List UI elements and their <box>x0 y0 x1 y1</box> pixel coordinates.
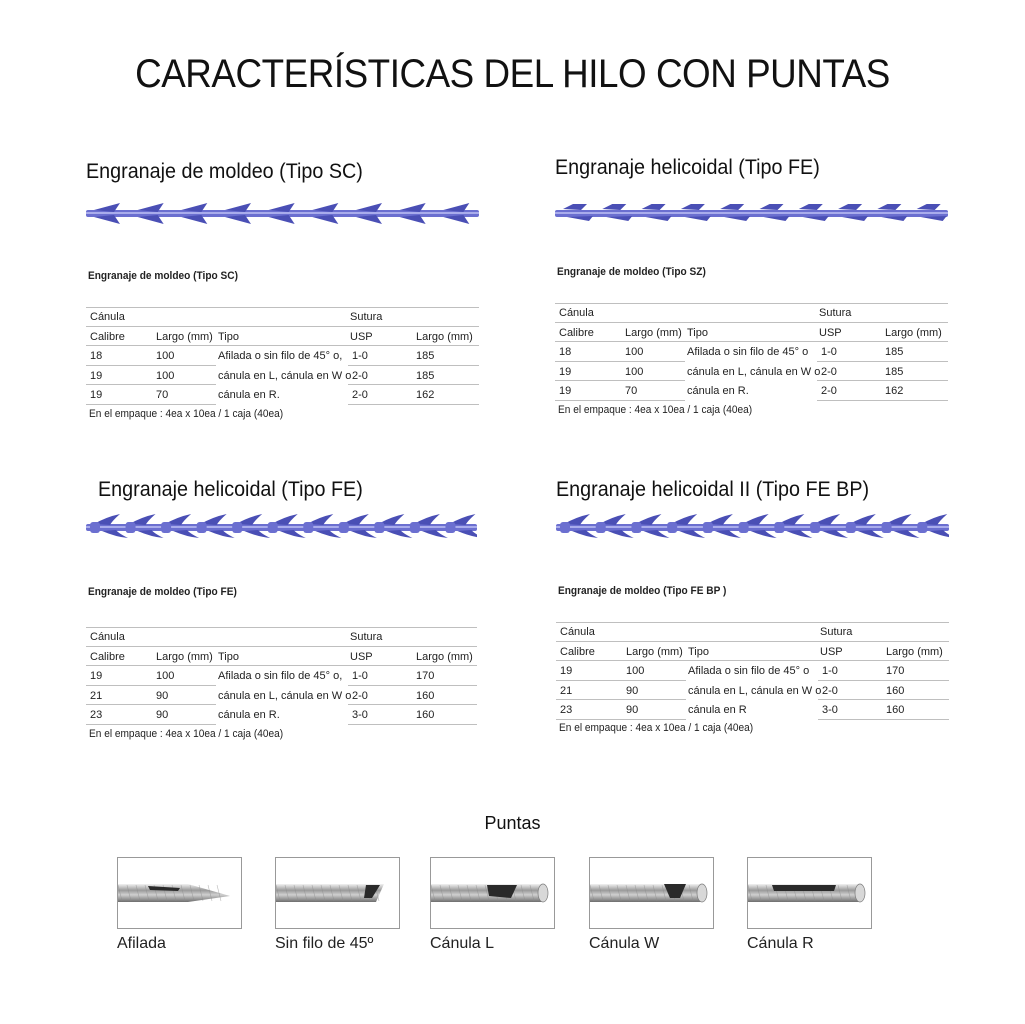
table-cell: 90 <box>156 709 169 721</box>
panel-heading: Engranaje de moldeo (Tipo SC) <box>86 160 363 183</box>
table-cell: 18 <box>559 346 572 358</box>
spec-table <box>556 622 949 720</box>
table-column-header <box>555 323 948 343</box>
column-header: Tipo <box>218 650 239 663</box>
needle-tip-label: Sin filo de 45º <box>275 935 374 952</box>
table-cell: 185 <box>416 369 435 382</box>
cannula-l-tip-icon <box>430 857 555 929</box>
column-header: USP <box>819 326 842 339</box>
table-cell: 162 <box>885 385 904 397</box>
table-cell: 2-0 <box>352 389 368 401</box>
packaging-note: En el empaque : 4ea x 10ea / 1 caja (40ea) <box>558 404 753 416</box>
table-row <box>86 366 479 386</box>
table-cell: cánula en L, cánula en W o <box>688 684 822 697</box>
column-header: Calibre <box>559 326 594 339</box>
table-rule <box>86 724 216 725</box>
table-cell: 1-0 <box>352 670 368 682</box>
table-cell: 2-0 <box>352 689 368 702</box>
table-cell: 160 <box>416 709 435 721</box>
table-cell: 90 <box>156 689 169 702</box>
table-rule <box>348 404 479 405</box>
table-row <box>556 700 949 720</box>
table-subtitle: Engranaje de moldeo (Tipo FE BP ) <box>558 585 727 597</box>
table-row <box>86 666 477 686</box>
sutura-group-label: Sutura <box>350 311 383 323</box>
table-cell: 1-0 <box>822 665 838 677</box>
column-header: Largo (mm) <box>156 650 213 663</box>
table-cell: Afilada o sin filo de 45° o, <box>218 350 343 362</box>
table-group-header <box>556 622 949 642</box>
sutura-group-label: Sutura <box>820 626 853 638</box>
table-cell: 23 <box>560 704 573 716</box>
table-cell: 185 <box>416 350 435 362</box>
table-cell: cánula en R <box>688 704 747 716</box>
table-group-header <box>86 307 479 327</box>
column-header: USP <box>820 645 843 658</box>
needle-tip-label: Afilada <box>117 935 166 952</box>
sutura-group-label: Sutura <box>350 631 383 643</box>
column-header: Largo (mm) <box>886 645 943 658</box>
table-cell: 170 <box>416 670 435 682</box>
table-cell: 2-0 <box>821 385 837 397</box>
column-header: Calibre <box>90 650 125 663</box>
table-subtitle: Engranaje de moldeo (Tipo SZ) <box>557 266 706 278</box>
table-row <box>555 362 948 382</box>
table-row <box>86 385 479 405</box>
panel-heading: Engranaje helicoidal (Tipo FE) <box>555 156 820 179</box>
table-cell: 3-0 <box>822 704 838 716</box>
spec-table <box>86 307 479 405</box>
table-row <box>556 661 949 681</box>
table-row <box>555 342 948 362</box>
table-cell: 100 <box>156 670 175 682</box>
table-cell: Afilada o sin filo de 45° o <box>688 665 810 677</box>
table-cell: 21 <box>560 684 573 697</box>
table-rule <box>555 400 685 401</box>
table-cell: 21 <box>90 689 103 702</box>
table-cell: 70 <box>156 389 169 401</box>
table-cell: 90 <box>626 704 639 716</box>
table-group-header <box>555 303 948 323</box>
column-header: Tipo <box>688 645 709 658</box>
table-rule <box>348 724 477 725</box>
table-cell: Afilada o sin filo de 45° o, <box>218 670 343 682</box>
table-row <box>555 381 948 401</box>
column-header: Largo (mm) <box>416 650 473 663</box>
table-cell: 100 <box>625 346 644 358</box>
column-header: USP <box>350 330 373 343</box>
spec-table <box>555 303 948 401</box>
column-header: Tipo <box>687 326 708 339</box>
column-header: Tipo <box>218 330 239 343</box>
table-column-header <box>86 647 477 667</box>
table-cell: 160 <box>886 684 905 697</box>
canula-group-label: Cánula <box>90 631 125 643</box>
table-row <box>86 705 477 725</box>
table-cell: 19 <box>559 385 572 397</box>
tips-title: Puntas <box>484 813 541 833</box>
table-cell: 2-0 <box>821 365 837 378</box>
table-cell: 185 <box>885 365 904 378</box>
needle-tip-label: Cánula W <box>589 935 660 952</box>
table-cell: 70 <box>625 385 638 397</box>
table-cell: cánula en L, cánula en W o <box>687 365 821 378</box>
table-cell: 19 <box>90 670 103 682</box>
table-cell: 2-0 <box>352 369 368 382</box>
table-cell: Afilada o sin filo de 45° o <box>687 346 809 358</box>
canula-group-label: Cánula <box>560 626 595 638</box>
column-header: Largo (mm) <box>416 330 473 343</box>
table-cell: 23 <box>90 709 103 721</box>
column-header: Largo (mm) <box>885 326 942 339</box>
table-cell: 170 <box>886 665 905 677</box>
table-cell: 19 <box>559 365 572 378</box>
column-header: Largo (mm) <box>626 645 683 658</box>
sharp-needle-tip-icon <box>117 857 242 929</box>
table-cell: 19 <box>90 369 103 382</box>
table-cell: 100 <box>626 665 645 677</box>
table-cell: cánula en R. <box>687 385 749 397</box>
table-cell: 19 <box>90 389 103 401</box>
table-cell: 19 <box>560 665 573 677</box>
column-header: Calibre <box>90 330 125 343</box>
table-row <box>86 686 477 706</box>
table-cell: 90 <box>626 684 639 697</box>
table-cell: 2-0 <box>822 684 838 697</box>
panel-heading: Engranaje helicoidal II (Tipo FE BP) <box>556 478 870 501</box>
table-cell: 100 <box>156 350 175 362</box>
cannula-r-tip-icon <box>747 857 872 929</box>
table-group-header <box>86 627 477 647</box>
packaging-note: En el empaque : 4ea x 10ea / 1 caja (40ea) <box>559 722 754 734</box>
barbed-thread-illustration <box>556 512 949 547</box>
table-cell: 18 <box>90 350 103 362</box>
table-rule <box>86 404 216 405</box>
table-cell: 100 <box>625 365 644 378</box>
table-cell: cánula en L, cánula en W o <box>218 689 352 702</box>
barbed-thread-illustration <box>86 512 477 547</box>
panel-heading: Engranaje helicoidal (Tipo FE) <box>98 478 363 501</box>
column-header: Largo (mm) <box>156 330 213 343</box>
needle-tip-label: Cánula R <box>747 935 814 952</box>
packaging-note: En el empaque : 4ea x 10ea / 1 caja (40ea) <box>89 408 284 420</box>
table-cell: cánula en R. <box>218 709 280 721</box>
table-cell: 3-0 <box>352 709 368 721</box>
table-cell: 185 <box>885 346 904 358</box>
table-column-header <box>556 642 949 662</box>
table-cell: cánula en L, cánula en W o <box>218 369 352 382</box>
cannula-w-tip-icon <box>589 857 714 929</box>
column-header: Calibre <box>560 645 595 658</box>
table-row <box>86 346 479 366</box>
table-cell: 160 <box>886 704 905 716</box>
column-header: USP <box>350 650 373 663</box>
sutura-group-label: Sutura <box>819 307 852 319</box>
spec-table <box>86 627 477 725</box>
table-rule <box>817 400 948 401</box>
column-header: Largo (mm) <box>625 326 682 339</box>
page-title: CARACTERÍSTICAS DEL HILO CON PUNTAS <box>135 52 890 96</box>
table-cell: 162 <box>416 389 435 401</box>
canula-group-label: Cánula <box>559 307 594 319</box>
needle-tip-label: Cánula L <box>430 935 495 952</box>
blunt-45-tip-icon <box>275 857 400 929</box>
table-cell: cánula en R. <box>218 389 280 401</box>
table-subtitle: Engranaje de moldeo (Tipo FE) <box>88 586 237 598</box>
packaging-note: En el empaque : 4ea x 10ea / 1 caja (40ea) <box>89 728 284 740</box>
table-cell: 1-0 <box>821 346 837 358</box>
table-cell: 100 <box>156 369 175 382</box>
table-cell: 1-0 <box>352 350 368 362</box>
table-row <box>556 681 949 701</box>
table-column-header <box>86 327 479 347</box>
canula-group-label: Cánula <box>90 311 125 323</box>
table-rule <box>556 719 686 720</box>
table-cell: 160 <box>416 689 435 702</box>
table-subtitle: Engranaje de moldeo (Tipo SC) <box>88 270 238 282</box>
table-rule <box>818 719 949 720</box>
barbed-thread-illustration <box>555 198 948 233</box>
barbed-thread-illustration <box>86 198 479 233</box>
